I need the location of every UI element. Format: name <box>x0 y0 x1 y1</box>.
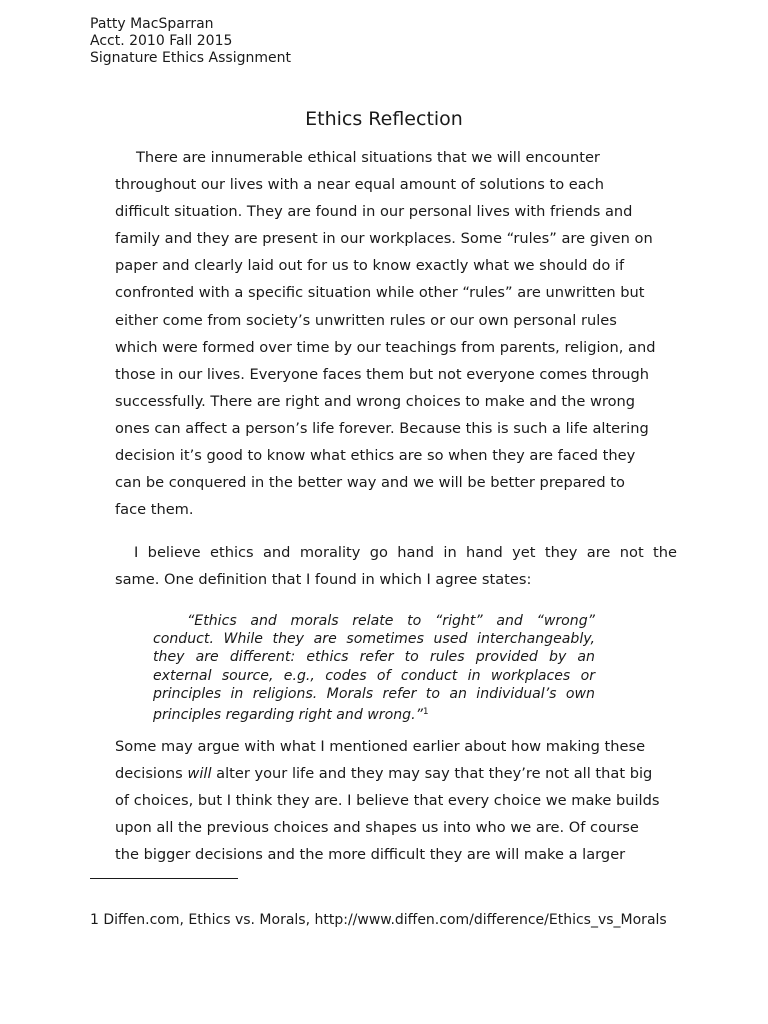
paragraph-line: of choices, but I think they are. I believe that every choice we make builds <box>115 792 660 810</box>
quote-last-line: principles regarding right and wrong.” <box>153 706 423 723</box>
footnote-separator <box>90 878 238 879</box>
paragraph-line-start: decisions <box>115 765 183 783</box>
quote-line <box>153 703 595 721</box>
paragraph-line: those in our lives. Everyone faces them but not everyone comes through <box>115 365 650 383</box>
paragraph-line: upon all the previous choices and shapes us into who we are. Of course <box>115 819 639 837</box>
quote-line: conduct. While they are sometimes used interchangeably, <box>153 631 595 648</box>
paragraph-line: face them. <box>115 501 194 519</box>
paragraph-line: family and they are present in our workplaces. Some “rules” are given on <box>115 230 653 248</box>
paragraph-line: I believe ethics and morality go hand in hand yet they are not the <box>134 544 677 561</box>
paragraph-line: paper and clearly laid out for us to know exactly what we should do if <box>115 257 625 275</box>
paragraph-line: Some may argue with what I mentioned earlier about how making these <box>115 738 646 755</box>
page-title: Ethics Reflection <box>305 108 463 130</box>
paragraph-line-rest: alter your life and they may say that they’re not all that big <box>216 765 653 783</box>
paragraph-3 <box>115 733 677 868</box>
paragraph-line: There are innumerable ethical situations that we will encounter <box>136 149 600 166</box>
quote-line: external source, e.g., codes of conduct in workplaces or <box>153 667 595 684</box>
assignment-label: Signature Ethics Assignment <box>90 50 291 66</box>
course-label: Acct. 2010 Fall 2015 <box>90 33 233 49</box>
quote-line: they are different: ethics refer to rules provided by an <box>153 649 595 666</box>
footnote-reference: 1 <box>422 706 429 717</box>
paragraph-line: ones can affect a person’s life forever. Because this is such a life altering <box>115 419 649 437</box>
paragraph-2 <box>115 539 677 593</box>
footnote-text: 1 Diffen.com, Ethics vs. Morals, http://www.diffen.com/difference/Ethics_vs_Morals <box>90 912 667 928</box>
paragraph-1 <box>115 144 677 523</box>
paragraph-line: can be conquered in the better way and we will be better prepared to <box>115 474 625 492</box>
quote-line: “Ethics and morals relate to “right” and “wrong” <box>187 613 595 629</box>
paragraph-line <box>115 760 677 787</box>
paragraph-line: difficult situation. They are found in our personal lives with friends and <box>115 203 633 221</box>
author-name: Patty MacSparran <box>90 16 214 32</box>
document-header <box>90 16 291 67</box>
emphasis-text: will <box>187 765 212 783</box>
paragraph-line: which were formed over time by our teachings from parents, religion, and <box>115 338 656 356</box>
paragraph-line: either come from society’s unwritten rules or our own personal rules <box>115 311 617 329</box>
paragraph-line: confronted with a specific situation while other “rules” are unwritten but <box>115 284 645 302</box>
quote-line: principles in religions. Morals refer to an individual’s own <box>153 685 595 702</box>
paragraph-line: decision it’s good to know what ethics are so when they are faced they <box>115 447 636 465</box>
paragraph-line: successfully. There are right and wrong choices to make and the wrong <box>115 392 636 410</box>
paragraph-line: same. One definition that I found in which I agree states: <box>115 571 532 589</box>
block-quote <box>153 612 595 721</box>
paragraph-line: the bigger decisions and the more difficult they are will make a larger <box>115 846 626 864</box>
paragraph-line: throughout our lives with a near equal amount of solutions to each <box>115 176 604 194</box>
